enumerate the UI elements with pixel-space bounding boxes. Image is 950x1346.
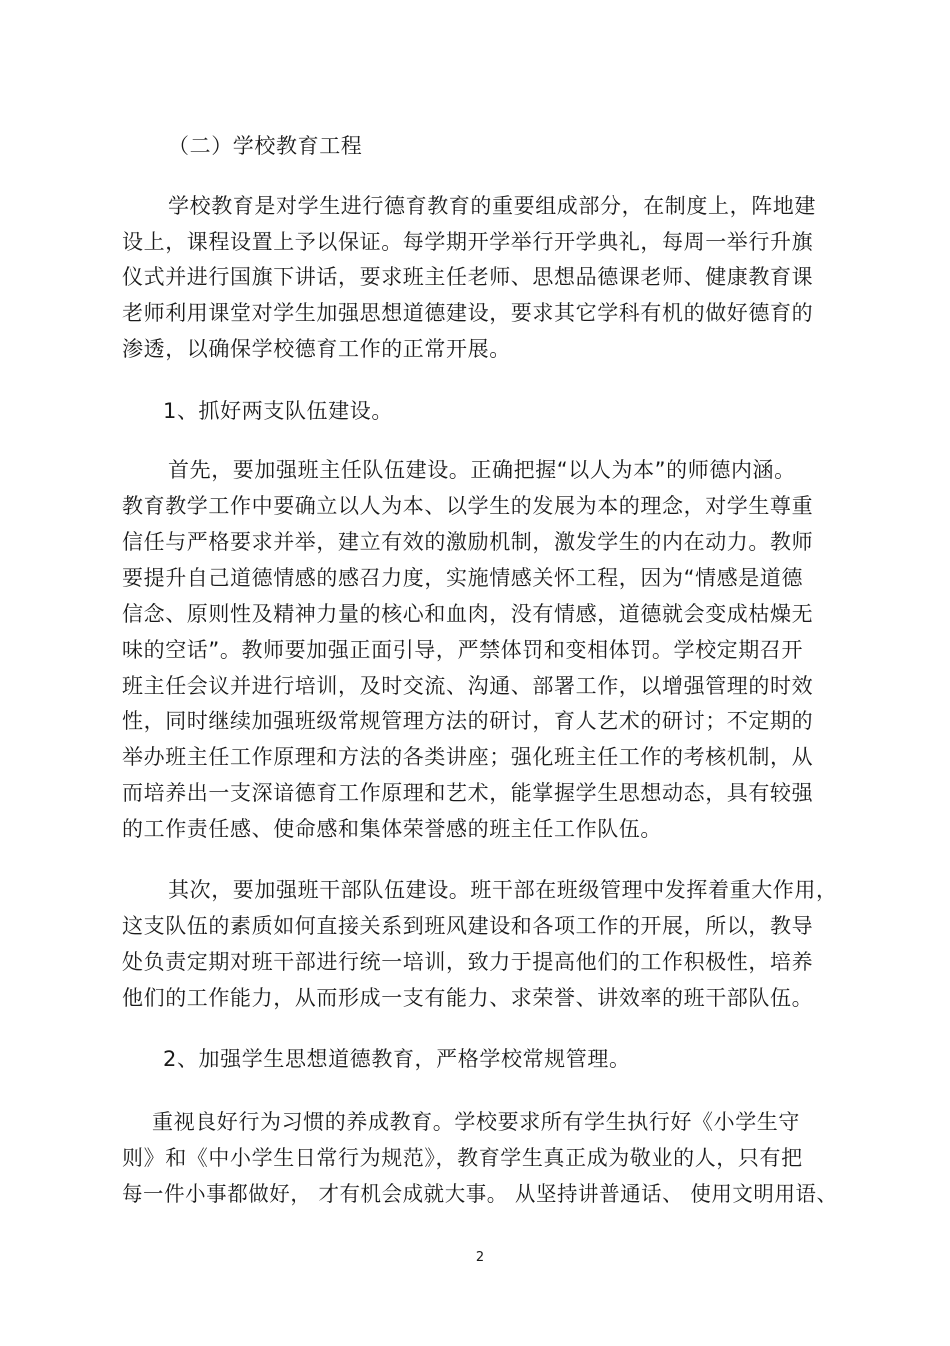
text-line: 每一件小事都做好， 才有机会成就大事。 从坚持讲普通话、 使用文明用语、	[122, 1182, 838, 1206]
text-line: 首先，要加强班主任队伍建设。正确把握“以人为本”的师德内涵。	[168, 458, 796, 482]
text-line: 渗透，以确保学校德育工作的正常开展。	[122, 337, 511, 361]
text-line: 仪式并进行国旗下讲话，要求班主任老师、思想品德课老师、健康教育课	[122, 265, 814, 289]
text-line: 老师利用课堂对学生加强思想道德建设，要求其它学科有机的做好德育的	[122, 301, 814, 325]
text-line: 性，同时继续加强班级常规管理方法的研讨，育人艺术的研讨；不定期的	[122, 709, 814, 733]
text-line: 信念、原则性及精神力量的核心和血肉，没有情感，道德就会变成枯燥无	[122, 602, 814, 626]
text-line: 班主任会议并进行培训，及时交流、沟通、部署工作，以增强管理的时效	[122, 674, 814, 698]
page-number: 2	[475, 1250, 485, 1265]
text-line: 而培养出一支深谙德育工作原理和艺术，能掌握学生思想动态，具有较强	[122, 781, 814, 805]
text-line: 其次，要加强班干部队伍建设。班干部在班级管理中发挥着重大作用，	[168, 878, 838, 902]
text-line: 学校教育是对学生进行德育教育的重要组成部分，在制度上，阵地建	[168, 194, 816, 218]
text-line: 重视良好行为习惯的养成教育。学校要求所有学生执行好《小学生守	[152, 1110, 800, 1134]
section-heading: （二）学校教育工程	[168, 134, 363, 158]
text-line: 则》和《中小学生日常行为规范》，教育学生真正成为敬业的人，只有把	[122, 1146, 803, 1170]
text-line: 举办班主任工作原理和方法的各类讲座；强化班主任工作的考核机制，从	[122, 745, 814, 769]
text-line: 信任与严格要求并举，建立有效的激励机制，激发学生的内在动力。教师	[122, 530, 814, 554]
text-line: 教育教学工作中要确立以人为本、以学生的发展为本的理念，对学生尊重	[122, 494, 814, 518]
text-line: 味的空话”。教师要加强正面引导，严禁体罚和变相体罚。学校定期召开	[122, 638, 804, 662]
text-line: 的工作责任感、使命感和集体荣誉感的班主任工作队伍。	[122, 817, 662, 841]
text-line: 2、加强学生思想道德教育，严格学校常规管理。	[163, 1047, 631, 1071]
text-line: 1、抓好两支队伍建设。	[163, 399, 393, 423]
text-line: 这支队伍的素质如何直接关系到班风建设和各项工作的开展，所以，教导	[122, 914, 814, 938]
text-line: 要提升自己道德情感的感召力度，实施情感关怀工程，因为“情感是道德	[122, 566, 804, 590]
text-line: 他们的工作能力，从而形成一支有能力、求荣誉、讲效率的班干部队伍。	[122, 986, 814, 1010]
text-line: 设上，课程设置上予以保证。每学期开学举行开学典礼，每周一举行升旗	[122, 230, 814, 254]
text-line: 处负责定期对班干部进行统一培训，致力于提高他们的工作积极性，培养	[122, 950, 814, 974]
